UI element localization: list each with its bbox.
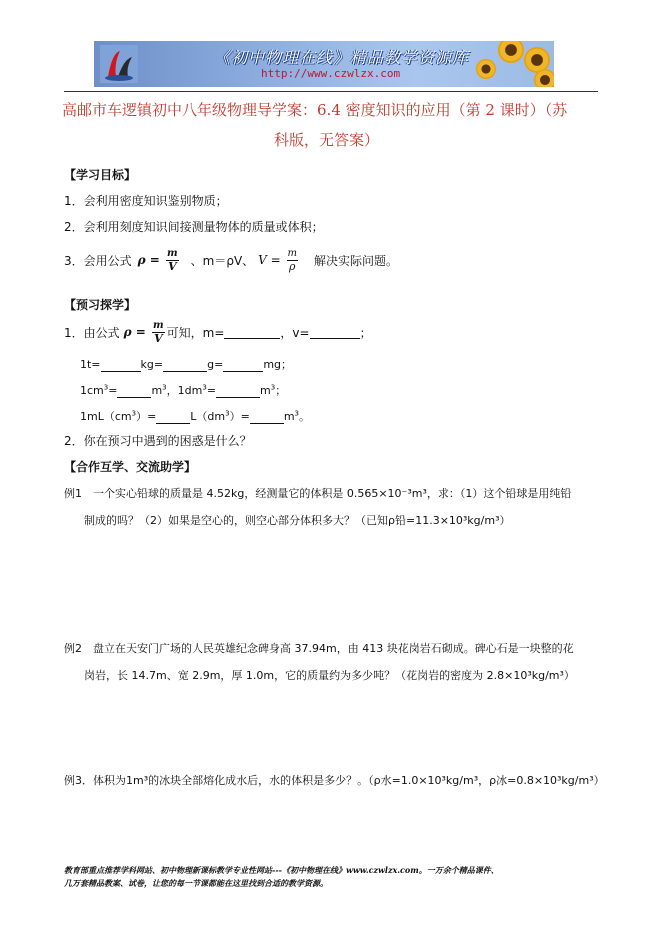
unit-text: mg；: [263, 358, 293, 371]
example-1-line2: 制成的吗？（2）如果是空心的，则空心部分体积多大？（已知ρ铅=11.3×10³kg/m³）: [84, 514, 511, 527]
unit-text: m: [283, 410, 295, 423]
unit-text: g=: [207, 358, 224, 371]
answer-blank[interactable]: [101, 360, 141, 372]
question-end: ；: [359, 326, 372, 340]
objective-item: 2．会利用刻度知识间接测量物体的质量或体积；: [64, 220, 324, 234]
unit-text: ）=: [229, 410, 250, 423]
section-heading-cooperative: 【合作互学、交流助学】: [64, 460, 197, 474]
unit-text: =: [108, 384, 118, 397]
answer-blank-m[interactable]: [224, 327, 280, 339]
site-logo-icon: [100, 45, 138, 83]
formula-fraction: [152, 320, 165, 345]
example-2-line2: 岗岩，长 14.7m、宽 2.9m，厚 1.0m，它的质量约为多少吨？（花岗岩的密度为 2.8×10³kg/m³）: [84, 669, 575, 682]
unit-text: ）=: [136, 410, 157, 423]
superscript: 3: [103, 383, 109, 392]
formula-denominator: V: [168, 260, 177, 273]
footer-line2: 几万套精品教案、试卷，让您的每一节课都能在这里找到合适的教学资源。: [64, 878, 328, 888]
sunflower-icon: [498, 41, 524, 63]
objective-item-mid: 、m＝ρV、: [190, 254, 255, 268]
question-mid: 可知，m=: [166, 326, 225, 340]
superscript: 3: [162, 383, 167, 392]
banner-title: 《初中物理在线》精品教学资源库: [214, 48, 470, 67]
answer-blank[interactable]: [117, 386, 151, 398]
example-1-line1: 例1 一个实心铅球的质量是 4.52kg，经测量它的体积是 0.565×10⁻³m³，求：（1）这个铅球是用纯铅: [64, 487, 572, 500]
unit-text: ；: [275, 384, 287, 397]
footer-line1: 教育部重点推荐学科网站、初中物理新课标教学专业性网站---《初中物理在线》www.czwlzx.com。一万余个精品课件、: [64, 865, 499, 875]
density-formula: [138, 248, 181, 273]
document-title-line2: 科版，无答案）: [274, 131, 380, 149]
superscript: 3: [294, 409, 299, 418]
question-v: ，v=: [280, 326, 310, 340]
superscript: 3: [225, 409, 230, 418]
formula-rho: ρ =: [123, 325, 146, 339]
answer-blank[interactable]: [250, 412, 284, 424]
answer-blank[interactable]: [163, 360, 207, 372]
formula-denominator: V: [154, 332, 163, 345]
objective-item-formula: [64, 248, 398, 273]
answer-blank-v[interactable]: [310, 327, 360, 339]
section-heading-preview: 【预习探学】: [64, 298, 137, 312]
unit-text: ，1dm: [166, 384, 203, 397]
formula-fraction: [166, 248, 179, 273]
unit-text: m: [151, 384, 163, 397]
objective-item: 1．会利用密度知识鉴别物质；: [64, 194, 228, 208]
volume-formula: [258, 248, 300, 273]
unit-text: kg=: [140, 358, 164, 371]
question-prefix: 1．由公式: [64, 326, 120, 340]
objective-item-prefix: 3．会用公式: [64, 254, 132, 268]
objective-item-suffix: 解决实际问题。: [314, 254, 399, 268]
header-divider: [64, 91, 598, 92]
unit-text: 1cm: [80, 384, 104, 397]
unit-text: L（dm: [190, 410, 226, 423]
answer-blank[interactable]: [223, 360, 263, 372]
formula-numerator: m: [167, 248, 178, 259]
unit-text: =: [206, 384, 217, 397]
formula-rho: ρ =: [137, 253, 160, 267]
superscript: 3: [202, 383, 207, 392]
superscript: 3: [131, 409, 137, 418]
unit-text: 。: [299, 410, 310, 423]
header-banner: [94, 41, 554, 87]
superscript: 3: [270, 383, 276, 392]
document-title-line1: 高邮市车逻镇初中八年级物理导学案：6.4 密度知识的应用（第 2 课时）（苏: [62, 101, 568, 119]
unit-text: m: [260, 384, 271, 397]
sunflower-icon: [534, 69, 554, 87]
unit-row-liquid: [80, 408, 310, 424]
example-2-line1: 例2 盘立在天安门广场的人民英雄纪念碑身高 37.94m，由 413 块花岗岩石砌成。碑心石是一块整的花: [64, 642, 574, 655]
formula-numerator: m: [153, 320, 164, 331]
section-heading-objectives: 【学习目标】: [64, 168, 137, 182]
preview-question-2: 2．你在预习中遇到的困惑是什么？: [64, 434, 252, 448]
formula-numerator: m: [287, 248, 298, 259]
unit-row-volume: [80, 382, 286, 398]
unit-text: 1t=: [80, 358, 101, 371]
formula-fraction: [287, 248, 298, 273]
sunflower-icon: [476, 59, 496, 79]
answer-blank[interactable]: [156, 412, 190, 424]
answer-blank[interactable]: [216, 386, 260, 398]
density-formula: [124, 320, 167, 345]
unit-row-mass: [80, 356, 292, 372]
preview-question-1: [64, 320, 372, 345]
formula-V: V =: [258, 253, 281, 267]
unit-text: 1mL（cm: [80, 410, 132, 423]
formula-denominator: ρ: [289, 260, 296, 273]
example-3-line1: 例3．体积为1m³的冰块全部熔化成水后，水的体积是多少？。（ρ水=1.0×10³kg/m³，ρ冰=0.8×10³kg/m³）: [64, 774, 605, 787]
banner-url[interactable]: http://www.czwlzx.com: [261, 67, 401, 80]
